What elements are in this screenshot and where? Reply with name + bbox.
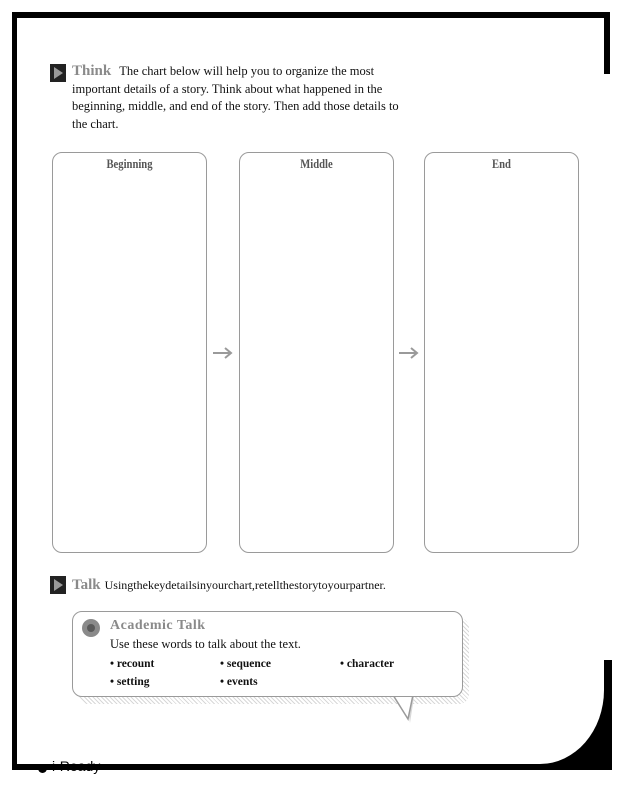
- word-setting: • setting: [110, 676, 150, 688]
- think-text-line1: The chart below will help you to organize the most: [119, 64, 375, 78]
- talk-label: Talk: [72, 577, 101, 593]
- talk-line: [72, 577, 386, 594]
- play-arrow-icon: [50, 576, 66, 594]
- think-text-line3: beginning, middle, and end of the story. Then add those details to: [72, 99, 399, 113]
- play-arrow-icon: [50, 64, 66, 82]
- footer-logo-dot: [38, 764, 47, 773]
- middle-box-title: Middle: [300, 157, 333, 171]
- word-events: • events: [220, 676, 258, 688]
- page-border-top: [12, 12, 610, 18]
- speech-bubble-tail: [392, 695, 422, 727]
- think-label: Think: [72, 63, 112, 79]
- think-paragraph: [72, 63, 442, 133]
- beginning-box-title: Beginning: [106, 157, 153, 171]
- middle-box[interactable]: [239, 152, 394, 553]
- word-recount: • recount: [110, 658, 155, 670]
- word-character: • character: [340, 658, 395, 670]
- page-border-bottom: [12, 764, 610, 770]
- right-arrow-icon: [398, 346, 420, 360]
- beginning-box[interactable]: [52, 152, 207, 553]
- footer-brand: i-Ready: [52, 758, 101, 774]
- academic-talk-title: Academic Talk: [110, 618, 206, 633]
- end-box[interactable]: [424, 152, 579, 553]
- academic-talk-icon: [82, 619, 100, 637]
- academic-talk-subtitle: Use these words to talk about the text.: [110, 637, 301, 651]
- think-text-line4: the chart.: [72, 116, 119, 131]
- word-sequence: • sequence: [220, 658, 271, 670]
- think-text-line2: important details of a story. Think about what happened in the: [72, 81, 383, 96]
- end-box-title: End: [492, 157, 511, 171]
- right-arrow-icon: [212, 346, 234, 360]
- talk-text: Usingthekeydetailsinyourchart,retellthestorytoyourpartner.: [104, 578, 386, 592]
- page-border-left: [12, 12, 17, 770]
- page-border-right: [604, 12, 610, 74]
